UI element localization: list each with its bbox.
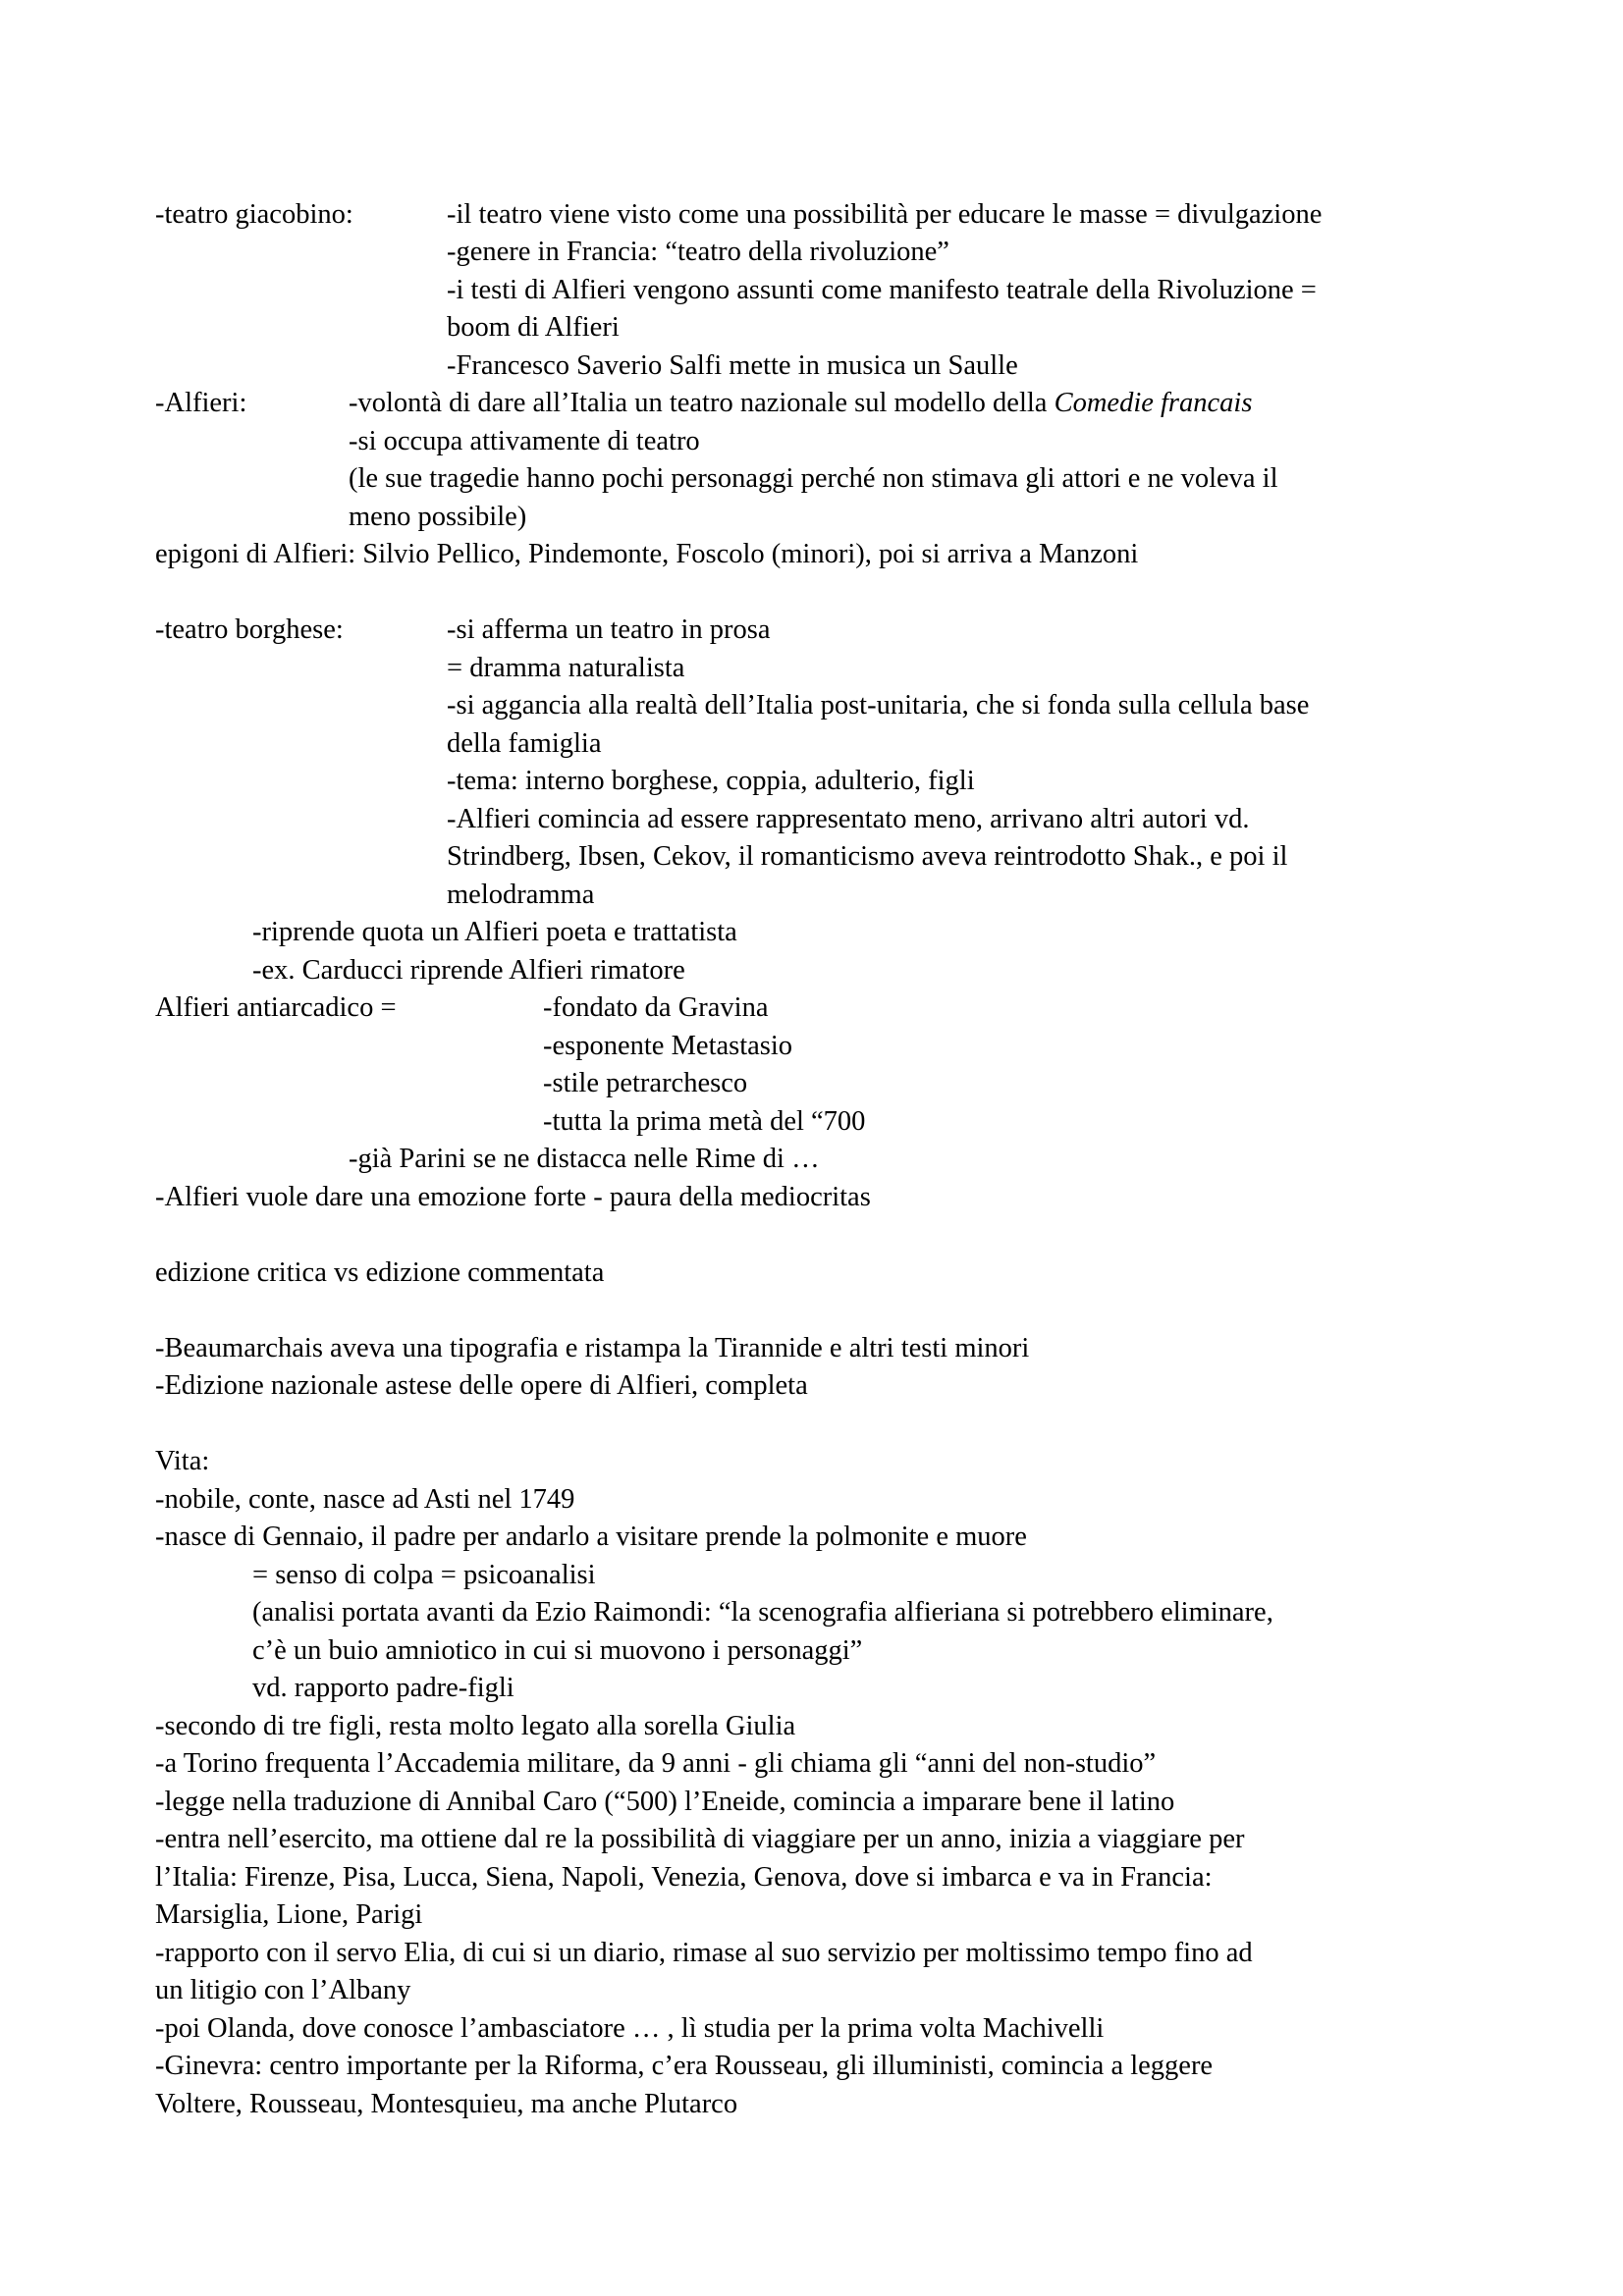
text-line [349, 390, 1252, 418]
italic-title: Comedie francais [1054, 388, 1253, 418]
text-line: -genere in Francia: “teatro della rivoluzione” [447, 237, 949, 267]
text-line: -nasce di Gennaio, il padre per andarlo a visitare prende la polmonite e muore [155, 1522, 1027, 1552]
text-line: = senso di colpa = psicoanalisi [252, 1560, 596, 1590]
text-line: -secondo di tre figli, resta molto legato alla sorella Giulia [155, 1711, 796, 1741]
section-label-teatro-borghese: -teatro borghese: [155, 614, 344, 645]
text-line: -Francesco Saverio Salfi mette in musica un Saulle [447, 350, 1018, 381]
text-line: -rapporto con il servo Elia, di cui si un diario, rimase al suo servizio per moltissimo tempo fino ad [155, 1938, 1253, 1968]
text-line: -si aggancia alla realtà dell’Italia post-unitaria, che si fonda sulla cellula base [447, 690, 1310, 721]
text-line: -il teatro viene visto come una possibilità per educare le masse = divulgazione [447, 199, 1323, 230]
text-line: Marsiglia, Lione, Parigi [155, 1899, 423, 1930]
text-line: della famiglia [447, 728, 602, 759]
text-line: -riprende quota un Alfieri poeta e trattatista [252, 917, 737, 947]
text-line: -Alfieri comincia ad essere rappresentato meno, arrivano altri autori vd. [447, 804, 1250, 834]
section-label-teatro-giacobino: -teatro giacobino: [155, 199, 353, 230]
text-line: vd. rapporto padre-figli [252, 1673, 514, 1703]
text-line: -fondato da Gravina [543, 992, 769, 1023]
text-line: -tema: interno borghese, coppia, adulterio, figli [447, 766, 975, 796]
text-line: epigoni di Alfieri: Silvio Pellico, Pindemonte, Foscolo (minori), poi si arriva a Manzoni [155, 539, 1139, 569]
text-line: -legge nella traduzione di Annibal Caro (“500) l’Eneide, comincia a imparare bene il latino [155, 1787, 1175, 1817]
text-line: Strindberg, Ibsen, Cekov, il romanticismo aveva reintrodotto Shak., e poi il [447, 841, 1288, 872]
text-line: -stile petrarchesco [543, 1068, 748, 1098]
text-line: -Beaumarchais aveva una tipografia e ristampa la Tirannide e altri testi minori [155, 1333, 1030, 1363]
text-line: edizione critica vs edizione commentata [155, 1257, 605, 1288]
text-line: -ex. Carducci riprende Alfieri rimatore [252, 955, 685, 986]
text-line: -entra nell’esercito, ma ottiene dal re la possibilità di viaggiare per un anno, inizia a viaggiare per [155, 1824, 1245, 1854]
text-line: meno possibile) [349, 502, 527, 532]
text-line: -già Parini se ne distacca nelle Rime di … [349, 1144, 820, 1174]
text-line: (le sue tragedie hanno pochi personaggi perché non stimava gli attori e ne voleva il [349, 463, 1278, 494]
section-label-vita: Vita: [155, 1446, 210, 1476]
text-line: -nobile, conte, nasce ad Asti nel 1749 [155, 1484, 575, 1515]
text-run: -volontà di dare all’Italia un teatro nazionale sul modello della [349, 388, 1055, 418]
text-line: -esponente Metastasio [543, 1031, 793, 1061]
text-line: (analisi portata avanti da Ezio Raimondi: “la scenografia alfieriana si potrebbero eliminare, [252, 1597, 1273, 1628]
text-line: -Ginevra: centro importante per la Riforma, c’era Rousseau, gli illuministi, comincia a leggere [155, 2051, 1214, 2081]
text-line: -tutta la prima metà del “700 [543, 1106, 866, 1137]
text-line: -a Torino frequenta l’Accademia militare, da 9 anni - gli chiama gli “anni del non-studio” [155, 1748, 1157, 1779]
text-line: boom di Alfieri [447, 312, 620, 343]
text-line: l’Italia: Firenze, Pisa, Lucca, Siena, Napoli, Venezia, Genova, dove si imbarca e va in Francia: [155, 1862, 1213, 1893]
text-line: -si occupa attivamente di teatro [349, 426, 700, 456]
text-line: = dramma naturalista [447, 653, 685, 683]
section-label-alfieri: -Alfieri: [155, 388, 247, 418]
text-line: melodramma [447, 880, 595, 910]
section-label-alfieri-antiarcadico: Alfieri antiarcadico = [155, 992, 397, 1023]
text-line: -Alfieri vuole dare una emozione forte - paura della mediocritas [155, 1182, 871, 1212]
text-line: Voltere, Rousseau, Montesquieu, ma anche Plutarco [155, 2089, 738, 2119]
text-line: un litigio con l’Albany [155, 1975, 411, 2005]
text-line: -i testi di Alfieri vengono assunti come manifesto teatrale della Rivoluzione = [447, 275, 1317, 305]
text-line: c’è un buio amniotico in cui si muovono i personaggi” [252, 1635, 863, 1666]
text-line: -si afferma un teatro in prosa [447, 614, 771, 645]
text-line: -poi Olanda, dove conosce l’ambasciatore … , lì studia per la prima volta Machivelli [155, 2013, 1105, 2044]
text-line: -Edizione nazionale astese delle opere di Alfieri, completa [155, 1370, 808, 1401]
